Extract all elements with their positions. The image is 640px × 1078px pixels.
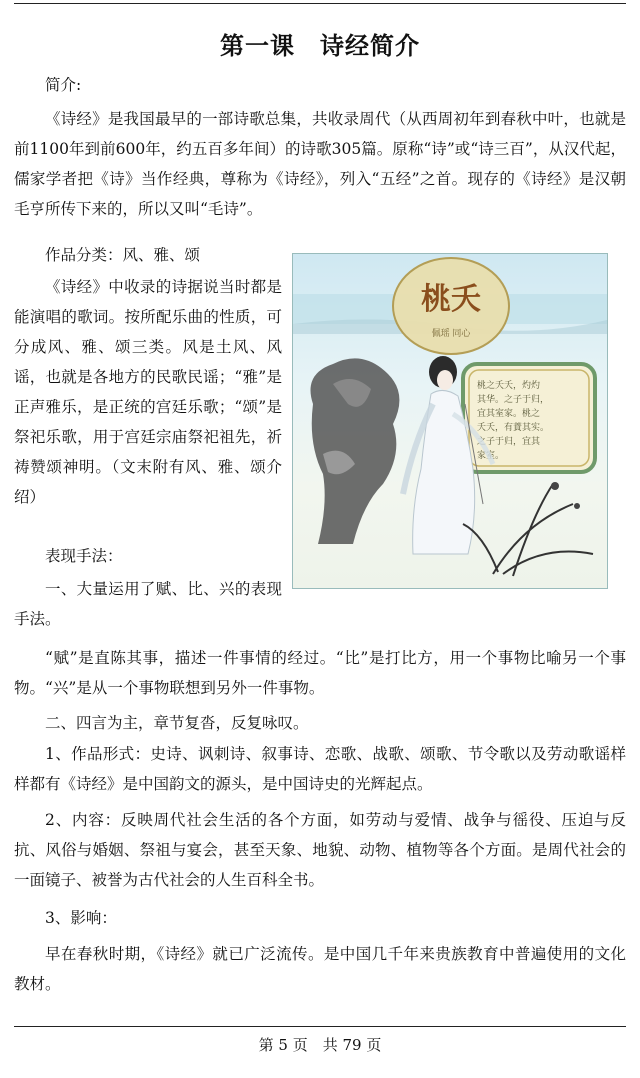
taoyao-illustration <box>292 253 608 589</box>
orchid-leaves <box>463 484 593 576</box>
point-2: 2、内容：反映周代社会生活的各个方面，如劳动与爱情、战争与徭役、压迫与反抗、风俗与婚姻、祭祖与宴会，甚至天象、地貌、动物、植物等各个方面。是周代社会的一面镜子、被誉为古代社会的人生百科全书。 <box>14 811 626 889</box>
poem-line: 之子于归，宜其 <box>477 437 541 447</box>
category-label: 作品分类：风、雅、颂 <box>45 246 201 264</box>
point-1: 1、作品形式：史诗、讽刺诗、叙事诗、恋歌、战歌、颂歌、节令歌以及劳动歌谣样样都有《诗经》是中国韵文的源头，是中国诗史的光辉起点。 <box>14 745 626 793</box>
top-rule <box>14 3 626 4</box>
illustration-art <box>293 254 607 588</box>
footer-rule <box>14 1026 626 1027</box>
technique-2: 二、四言为主，章节复沓，反复咏叹。 <box>45 714 309 732</box>
medallion-title: 桃夭 <box>421 282 481 317</box>
page-number: 第 5 页 共 79 页 <box>258 1036 382 1054</box>
intro-paragraph: 《诗经》是我国最早的一部诗歌总集，共收录周代（从西周初年到春秋中叶，也就是前1100年到前600年，约五百多年间）的诗歌305篇。原称“诗”或“诗三百”，从汉代起，儒家学者把《诗》当作经典，尊称为《诗经》，列入“五经”之首。现存的《诗经》是汉朝毛亨所传下来的，所以又叫“毛诗”。 <box>14 110 626 218</box>
poem-line: 宜其室家。桃之 <box>477 409 541 419</box>
category-paragraph: 《诗经》中收录的诗据说当时都是能演唱的歌词。按所配乐曲的性质，可分成风、雅、颂三类。风是土风、风谣，也就是各地方的民歌民谣；“雅”是正声雅乐，是正统的宫廷乐歌；“颂”是祭祀乐歌，用于宫廷宗庙祭祀祖先，祈祷赞颂神明。（文末附有风、雅、颂介绍） <box>14 278 282 506</box>
technique-label: 表现手法： <box>45 547 123 565</box>
poem-line: 其华。之子于归， <box>477 395 550 405</box>
point-3-text: 早在春秋时期，《诗经》就已广泛流传。是中国几千年来贵族教育中普遍使用的文化教材。 <box>14 945 626 993</box>
technique-1: 一、大量运用了赋、比、兴的表现手法。 <box>14 580 282 628</box>
intro-label: 简介: <box>45 76 82 94</box>
poem-line: 夭夭，有蕡其实。 <box>477 423 550 433</box>
poem-line: 桃之夭夭，灼灼 <box>477 381 541 391</box>
medallion-subtitle: 佩瑶 同心 <box>431 329 471 339</box>
poem-line: 家室。 <box>477 451 505 461</box>
technique-1-detail: “赋”是直陈其事，描述一件事情的经过。“比”是打比方，用一个事物比喻另一个事物。“兴”是从一个事物联想到另外一件事物。 <box>14 649 626 697</box>
page-title: 第一课 诗经简介 <box>220 32 420 60</box>
point-3-label: 3、影响： <box>45 909 117 927</box>
